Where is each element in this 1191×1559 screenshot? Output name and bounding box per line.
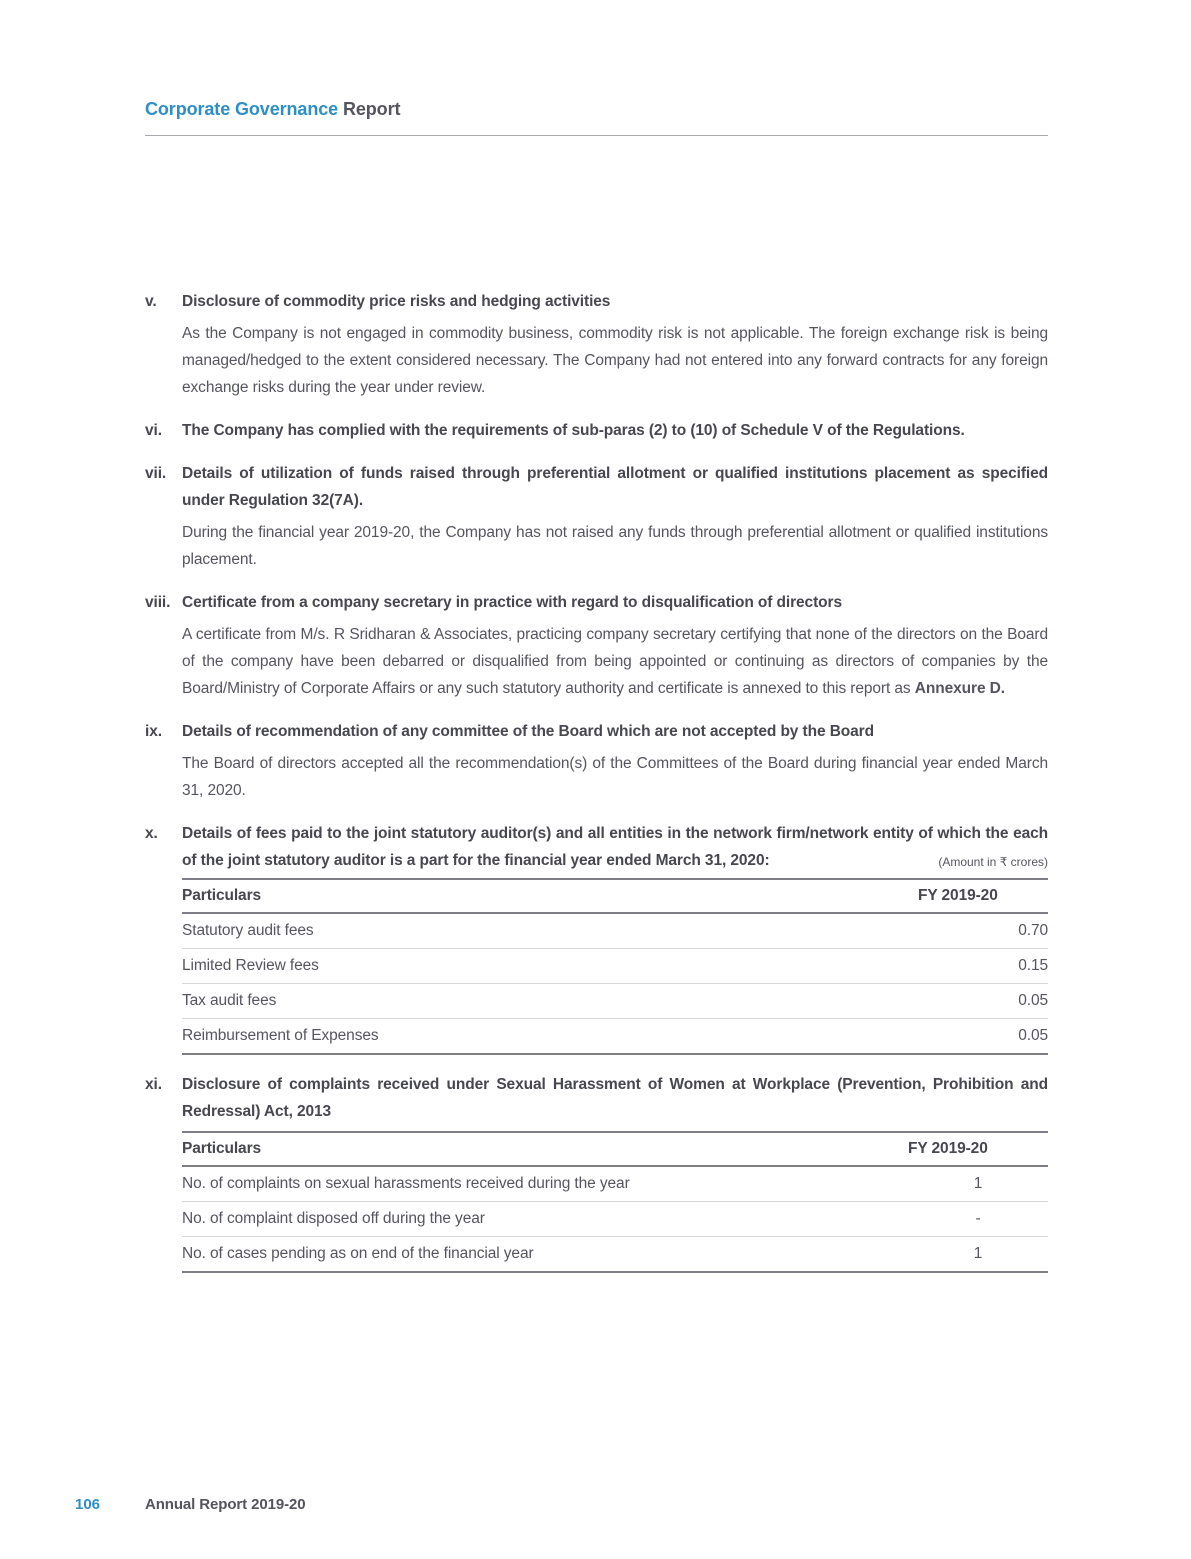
table-header-fy: FY 2019-20 — [918, 879, 1048, 913]
section-heading: Details of fees paid to the joint statutory auditor(s) and all entities in the network firm/network entity of which the each of the joint statutory auditor is a part for the financial year ended March 31, 2020: — [182, 825, 1048, 869]
paragraph-text: A certificate from M/s. R Sridharan & Associates, practicing company secretary certifying that none of the directors on the Board of the company have been debarred or disqualified from being appointed or continuing as directors of companies by the Board/Ministry of Corporate Affairs or any such statutory authority and certificate is annexed to this report as — [182, 626, 1048, 697]
section-vi — [145, 417, 1048, 444]
row-label: No. of cases pending as on end of the financial year — [182, 1237, 908, 1273]
section-viii — [145, 589, 1048, 702]
section-heading: Disclosure of complaints received under Sexual Harassment of Women at Workplace (Prevention, Prohibition and Redressal) Act, 2013 — [182, 1076, 1048, 1120]
complaints-table — [182, 1131, 1048, 1273]
page-title — [145, 98, 1048, 120]
row-label: Statutory audit fees — [182, 913, 918, 949]
section-heading: The Company has complied with the requirements of sub-paras (2) to (10) of Schedule V of the Regulations. — [182, 422, 965, 439]
section-vii — [145, 460, 1048, 573]
section-heading: Details of recommendation of any committee of the Board which are not accepted by the Board — [182, 723, 874, 740]
section-heading: Disclosure of commodity price risks and hedging activities — [182, 293, 611, 310]
row-label: No. of complaint disposed off during the year — [182, 1202, 908, 1237]
table-row — [182, 913, 1048, 949]
section-xi — [145, 1071, 1048, 1273]
section-paragraph: The Board of directors accepted all the recommendation(s) of the Committees of the Board during financial year ended March 31, 2020. — [182, 755, 1048, 799]
page-content — [145, 288, 1048, 1289]
table-row — [182, 949, 1048, 984]
row-label: Limited Review fees — [182, 949, 918, 984]
footer-report-label: Annual Report 2019-20 — [145, 1496, 306, 1513]
section-ix — [145, 718, 1048, 804]
row-value: 0.15 — [918, 949, 1048, 984]
table-row — [182, 984, 1048, 1019]
table-row — [182, 1166, 1048, 1202]
table-header-particulars: Particulars — [182, 1132, 908, 1166]
section-number: ix. — [145, 723, 162, 740]
section-number: vi. — [145, 422, 162, 439]
section-paragraph — [182, 621, 1048, 702]
row-value: 0.70 — [918, 913, 1048, 949]
page-footer — [75, 1496, 305, 1513]
row-value: - — [908, 1202, 1048, 1237]
page-header — [145, 98, 1048, 136]
page-title-secondary: Report — [338, 99, 401, 119]
table-header-row — [182, 1132, 1048, 1166]
table-row — [182, 1237, 1048, 1273]
section-number: x. — [145, 825, 158, 842]
table-header-row — [182, 879, 1048, 913]
row-label: No. of complaints on sexual harassments received during the year — [182, 1166, 908, 1202]
row-value: 0.05 — [918, 1019, 1048, 1055]
table-row — [182, 1019, 1048, 1055]
section-heading: Details of utilization of funds raised through preferential allotment or qualified institutions placement as specified under Regulation 32(7A). — [182, 465, 1048, 509]
section-number: xi. — [145, 1076, 162, 1093]
section-x — [145, 820, 1048, 1055]
row-value: 1 — [908, 1166, 1048, 1202]
table-row — [182, 1202, 1048, 1237]
row-label: Reimbursement of Expenses — [182, 1019, 918, 1055]
header-divider — [145, 135, 1048, 136]
page-title-primary: Corporate Governance — [145, 99, 339, 119]
row-value: 0.05 — [918, 984, 1048, 1019]
table-header-fy: FY 2019-20 — [908, 1132, 1048, 1166]
section-number: v. — [145, 293, 157, 310]
fees-table — [182, 878, 1048, 1055]
amount-unit-note: (Amount in ₹ crores) — [938, 855, 1048, 869]
section-paragraph: During the financial year 2019-20, the Company has not raised any funds through preferential allotment or qualified institutions placement. — [182, 524, 1048, 568]
page-number: 106 — [75, 1496, 101, 1513]
section-number: viii. — [145, 594, 171, 611]
table-header-particulars: Particulars — [182, 879, 918, 913]
section-paragraph: As the Company is not engaged in commodity business, commodity risk is not applicable. The foreign exchange risk is being managed/hedged to the extent considered necessary. The Company had not entered into any forward contracts for any foreign exchange risks during the year under review. — [182, 325, 1048, 396]
section-number: vii. — [145, 465, 167, 482]
row-label: Tax audit fees — [182, 984, 918, 1019]
section-v — [145, 288, 1048, 401]
row-value: 1 — [908, 1237, 1048, 1273]
section-heading: Certificate from a company secretary in practice with regard to disqualification of directors — [182, 594, 842, 611]
annexure-reference: Annexure D. — [914, 680, 1005, 697]
